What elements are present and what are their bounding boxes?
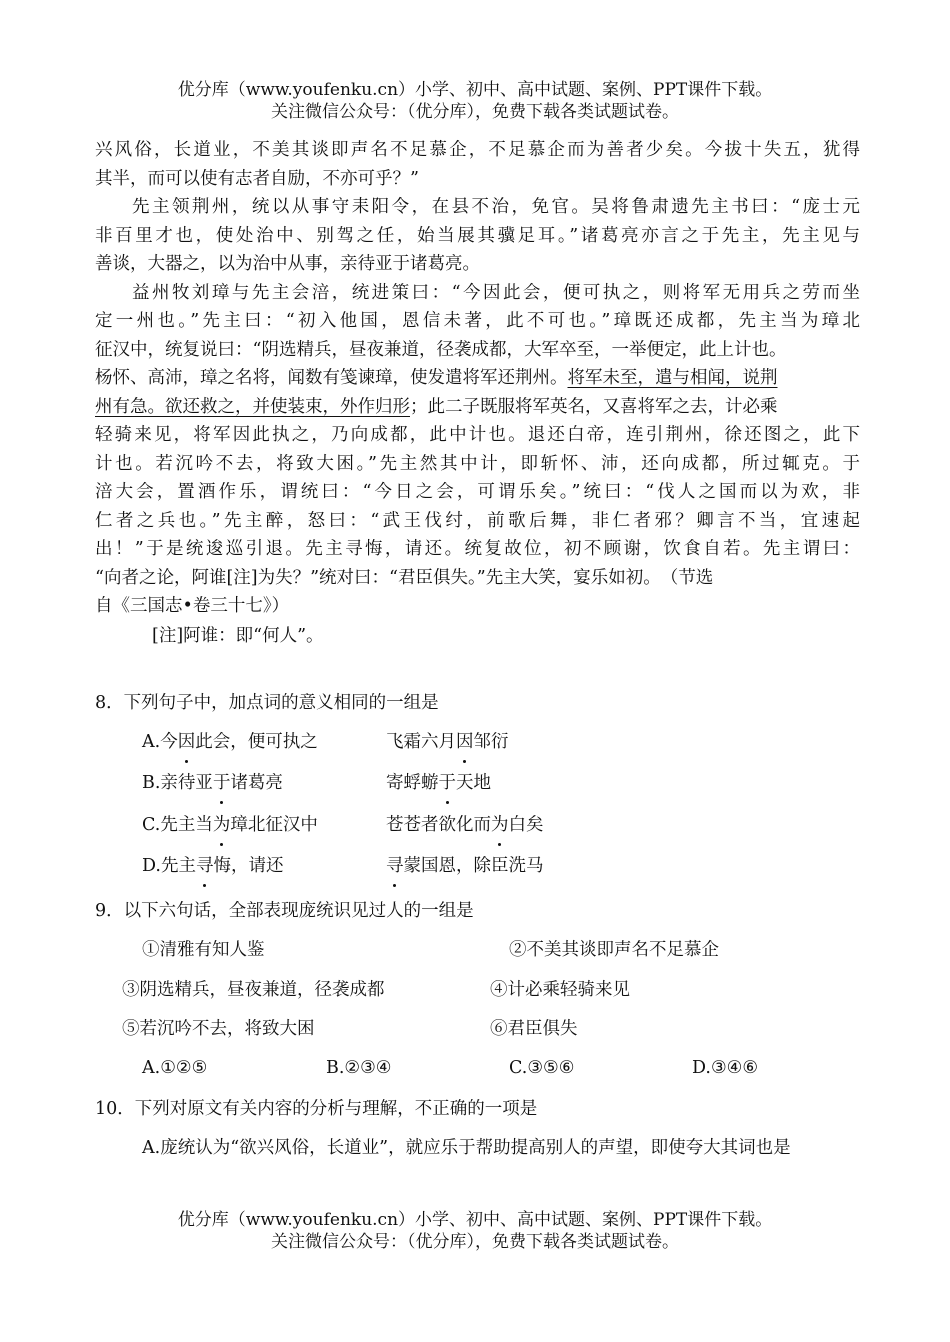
passage-line: “向者之论，阿谁[注]为失？”统对曰：“君臣俱失。”先主大笑，宴乐如初。 （节选 bbox=[95, 567, 714, 588]
footnote: [注]阿谁：即“何人”。 bbox=[152, 626, 324, 646]
q8-option-d-left: D.先主寻悔，请还 bbox=[142, 853, 283, 879]
dotted-word: 因 bbox=[178, 729, 196, 755]
dotted-word: 因 bbox=[456, 729, 474, 755]
underlined-sentence: 州有急。欲还救之，并使装束，外作归形 bbox=[95, 396, 410, 417]
q8-option-a-right: 飞霜六月因邹衍 bbox=[386, 729, 509, 755]
passage-line: 兴风俗，长道业，不美其谈即声名不足慕企，不足慕企而为善者少矣。今拔十失五，犹得 bbox=[95, 140, 860, 160]
passage-line-mixed bbox=[95, 364, 860, 393]
q9-item-5: ⑤若沉吟不去，将致大困 bbox=[122, 1019, 315, 1039]
header-line-1: 优分库（www.youfenku.cn）小学、初中、高中试题、案例、PPT课件下载。 bbox=[177, 80, 773, 100]
q8-option-a-left: A.今因此会，便可执之 bbox=[142, 729, 318, 755]
q8-option-b-left: B.亲待亚于诸葛亮 bbox=[142, 770, 283, 796]
passage-line: 自《三国志•卷三十七》） bbox=[95, 596, 290, 616]
q10-option-a: A.庞统认为“欲兴风俗，长道业”，就应乐于帮助提高别人的声望，即使夸大其词也是 bbox=[142, 1138, 791, 1158]
passage-line: 仁者之兵也。”先主醉，怒曰：“武王伐纣，前歌后舞，非仁者邪？卿言不当，宜速起 bbox=[95, 510, 860, 531]
dotted-word: 为 bbox=[213, 812, 231, 838]
page-header bbox=[0, 79, 950, 123]
passage-line: 益州牧刘璋与先主会涪，统进策曰：“今因此会，便可执之，则将军无用兵之劳而坐 bbox=[132, 282, 860, 303]
q9-choice-a: A.①②⑤ bbox=[142, 1058, 208, 1078]
passage-line: 先主领荆州，统以从事守耒阳令，在县不治，免官。吴将鲁肃遗先主书曰：“庞士元 bbox=[132, 197, 860, 217]
dotted-word: 于 bbox=[439, 770, 457, 796]
q8-option-b-right: 寄蜉蝣于天地 bbox=[386, 770, 491, 796]
passage-text: 杨怀、高沛，璋之名将，闻数有笺谏璋，使发遣将军还荆州。 bbox=[95, 368, 568, 388]
passage-line: 出！”于是统逡巡引退。先主寻悔，请还。统复故位，初不顾谢，饮食自若。先主谓曰： bbox=[95, 539, 860, 559]
passage-line: 善谈，大器之，以为治中从事，亲待亚于诸葛亮。 bbox=[95, 254, 480, 274]
passage-text: ；此二子既服将军英名，又喜将军之去，计必乘 bbox=[410, 396, 778, 417]
footer-line-1: 优分库（www.youfenku.cn）小学、初中、高中试题、案例、PPT课件下载。 bbox=[177, 1210, 773, 1230]
passage-line-mixed bbox=[95, 393, 860, 422]
passage-line: 其半，而可以使有志者自励，不亦可乎？” bbox=[95, 168, 419, 189]
q9-item-4: ④计必乘轻骑来见 bbox=[490, 980, 630, 1000]
underlined-sentence: 将军未至，遣与相闻，说荆 bbox=[567, 368, 778, 388]
dotted-word: 寻 bbox=[386, 853, 404, 879]
passage-line: 非百里才也，使处治中、别驾之任，始当展其骥足耳。”诸葛亮亦言之于先主，先主见与 bbox=[95, 225, 860, 246]
page-footer bbox=[0, 1209, 950, 1253]
dotted-word: 于 bbox=[213, 770, 231, 796]
q9-item-6: ⑥君臣俱失 bbox=[490, 1019, 578, 1039]
question-10-stem: 10．下列对原文有关内容的分析与理解，不正确的一项是 bbox=[95, 1099, 538, 1119]
question-9-stem: 9．以下六句话，全部表现庞统识见过人的一组是 bbox=[95, 901, 474, 921]
q9-choice-c: C.③⑤⑥ bbox=[509, 1058, 575, 1078]
q9-choice-d: D.③④⑥ bbox=[692, 1058, 759, 1078]
question-8-stem: 8．下列句子中，加点词的意义相同的一组是 bbox=[95, 693, 439, 713]
footer-line-2: 关注微信公众号：（优分库），免费下载各类试题试卷。 bbox=[271, 1232, 679, 1252]
q9-item-2: ②不美其谈即声名不足慕企 bbox=[509, 940, 719, 960]
q8-option-c-left: C.先主当为璋北征汉中 bbox=[142, 812, 318, 838]
q9-item-1: ①清雅有知人鉴 bbox=[142, 940, 265, 960]
q9-item-3: ③阴选精兵，昼夜兼道，径袭成都 bbox=[122, 980, 385, 1000]
dotted-word: 为 bbox=[491, 812, 509, 838]
q8-option-d-right: 寻蒙国恩，除臣洗马 bbox=[386, 853, 544, 879]
passage-line: 定一州也。”先主曰：“初入他国，恩信未著，此不可也。”璋既还成都，先主当为璋北 bbox=[95, 311, 860, 331]
passage-line: 计也。若沉吟不去，将致大困。”先主然其中计，即斩怀、沛，还向成都，所过辄克。于 bbox=[95, 453, 860, 474]
passage-line: 涪大会，置酒作乐，谓统曰：“今日之会，可谓乐矣。”统曰：“伐人之国而以为欢，非 bbox=[95, 482, 860, 502]
header-line-2: 关注微信公众号：（优分库），免费下载各类试题试卷。 bbox=[271, 102, 679, 122]
q9-choice-b: B.②③④ bbox=[326, 1058, 392, 1078]
q8-option-c-right: 苍苍者欲化而为白矣 bbox=[386, 812, 544, 838]
classical-passage bbox=[95, 136, 860, 621]
passage-line: 征汉中，统复说曰：“阴选精兵，昼夜兼道，径袭成都，大军卒至，一举便定，此上计也。 bbox=[95, 339, 787, 360]
dotted-word: 寻 bbox=[196, 853, 214, 879]
passage-line: 轻骑来见，将军因此执之，乃向成都，此中计也。退还白帝，连引荆州，徐还图之，此下 bbox=[95, 425, 860, 445]
